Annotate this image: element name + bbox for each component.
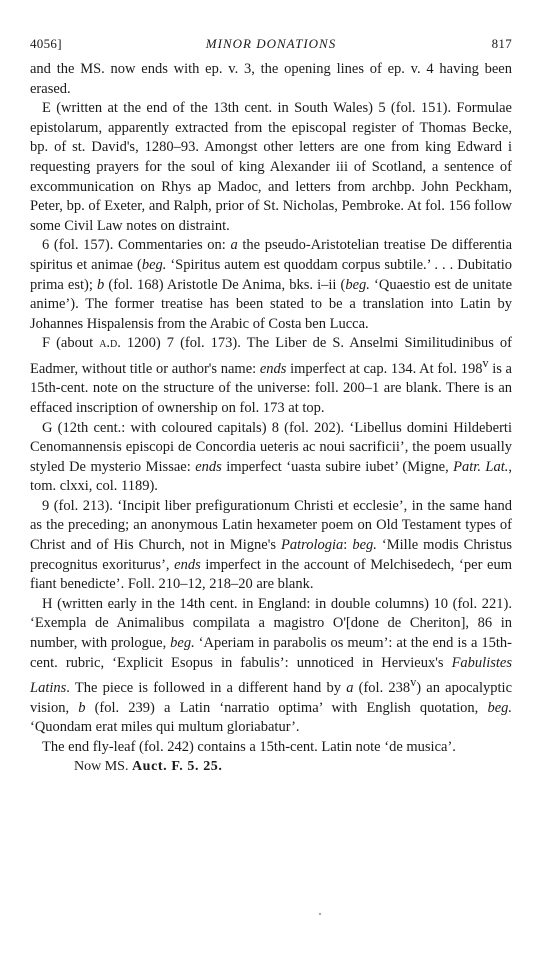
body-text — [30, 60, 512, 777]
document-page — [30, 36, 512, 777]
shelfmark: Auct. F. 5. 25. — [131, 759, 223, 775]
catalogue-number: 4056] — [30, 36, 62, 51]
shelfmark-prefix: Now MS. — [74, 759, 129, 775]
stray-mark — [319, 913, 321, 915]
paragraph-2: E (written at the end of the 13th cent. in South Wales) 5 (fol. 151). Formulae epistolarum, apparently extracted from the episcopal register of Thomas Becke, bp. of st. David's, 1280–93. Amongst other letters are one from king Edward i requesting prayers for the soul of king Alexander iii of Scotland, a sentence of excommunication on Rhys ap Madoc, and letters from archbp. John Peckham, Peter, bp. of Exeter, and Ralph, prior of St. Nicholas, Pembroke. At fol. 156 follow some Civil Law notes on distraint. — [30, 100, 512, 234]
paragraph-8: The end fly-leaf (fol. 242) contains a 15th-cent. Latin note ‘de musica’. — [42, 738, 456, 755]
paragraph-3: 6 (fol. 157). Commentaries on: a the pseudo-Aristotelian treatise De differentia spiritus et animae (beg. ‘Spiritus autem est quoddam corpus subtile.’ . . . Dubitatio prima est); b (fol. 168) Aristotle De Anima, bks. i–ii (beg. ‘Quaestio est de unitate anime’). The former treatise has been stated to be a translation into Latin by Johannes Hispalensis from the Arabic of Costa ben Lucca. — [30, 237, 513, 332]
shelfmark-line — [30, 757, 512, 777]
paragraph-6: 9 (fol. 213). ‘Incipit liber prefigurationum Christi et ecclesie’, in the same hand as the preceding; an anonymous Latin hexameter poem on Old Testament types of Christ and of His Church, not in Migne's Patrologia: beg. ‘Mille modis Christus precognitus exoriturus’, ends imperfect in the account of Melchisedech, ‘per eum fiant benedicte’. Foll. 210–12, 218–20 are blank. — [30, 497, 512, 593]
page-number: 817 — [491, 36, 512, 51]
running-title: MINOR DONATIONS — [205, 36, 337, 51]
paragraph-4: F (about a.d. 1200) 7 (fol. 173). The Liber de S. Anselmi Similitudinibus of Eadmer, without title or author's name: ends imperfect at cap. 134. At fol. 198$^v$ is a 15th-cent. note on the structure of the universe: foll. 200–1 are blank. There is an effaced inscription of ownership on fol. 173 at top. — [30, 335, 513, 416]
running-head — [30, 36, 512, 56]
paragraph-5: G (12th cent.: with coloured capitals) 8 (fol. 202). ‘Libellus domini Hildeberti Cenomannensis episcopi de Concordia ueteris ac noui sacrificii’, the poem usually styled De mysterio Missae: ends imperfect ‘uasta subire iubet’ (Migne, Patr. Lat., tom. clxxi, col. 1189). — [30, 419, 512, 495]
paragraph-1: and the MS. now ends with ep. v. 3, the opening lines of ep. v. 4 having been erased. — [30, 61, 512, 97]
paragraph-7: H (written early in the 14th cent. in England: in double columns) 10 (fol. 221). ‘Exempla de Animalibus compilata a magistro O'[done de Cheriton], 86 in number, with prologue, beg. ‘Aperiam in parabolis os meum’: at the end is a 15th-cent. rubric, ‘Explicit Esopus in fabulis’: unnoticed in Hervieux's Fabulistes Latins. The piece is followed in a different hand by a (fol. 238$^v$) an apocalyptic vision, b (fol. 239) a Latin ‘narratio optima’ with English quotation, beg. ‘Quondam erat miles qui multum gloriabatur’. — [30, 595, 513, 736]
